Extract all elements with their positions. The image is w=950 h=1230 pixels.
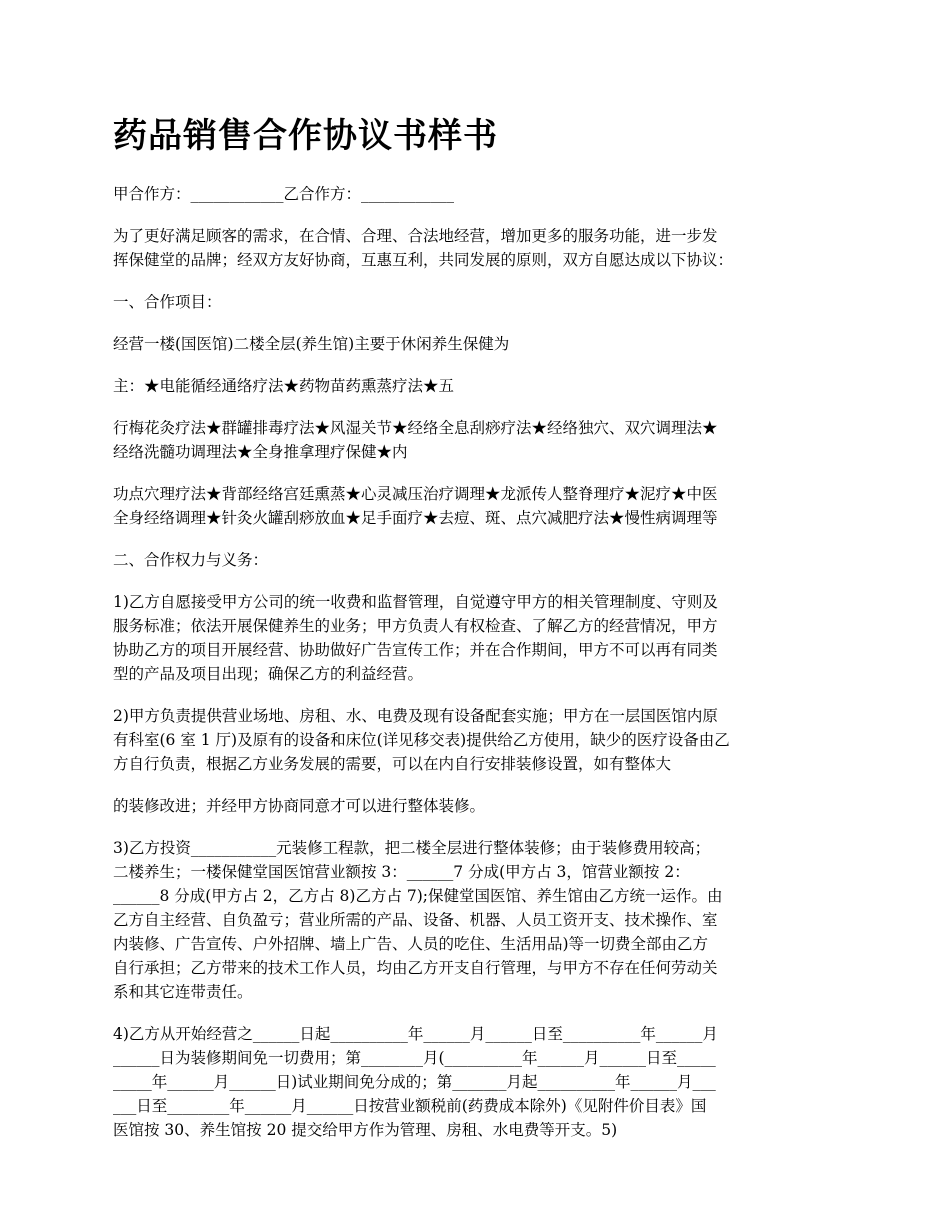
paragraph bbox=[113, 374, 838, 398]
text-line: ______8 分成(甲方占 2，乙方占 8)乙方占 7);保健堂国医馆、养生馆由乙方统一运作。由 bbox=[113, 887, 723, 905]
text-line: 主：★电能循经通络疗法★药物苗药熏蒸疗法★五 bbox=[113, 377, 455, 395]
paragraph bbox=[113, 332, 838, 356]
text-line: 甲合作方：____________乙合作方：____________ bbox=[113, 185, 455, 203]
text-line: 乙方自主经营、自负盈亏；营业所需的产品、设备、机器、人员工资开支、技术操作、室 bbox=[113, 911, 718, 929]
paragraph bbox=[113, 590, 838, 686]
paragraph bbox=[113, 182, 838, 206]
text-line: 协助乙方的项目开展经营、协助做好广告宣传工作；并在合作期间，甲方不可以再有同类 bbox=[113, 641, 718, 659]
text-line: 系和其它连带责任。 bbox=[113, 983, 253, 1001]
paragraph bbox=[113, 290, 838, 314]
paragraph bbox=[113, 794, 838, 818]
text-line: 型的产品及项目出现；确保乙方的利益经营。 bbox=[113, 665, 424, 683]
text-line: 的装修改进；并经甲方协商同意才可以进行整体装修。 bbox=[113, 797, 486, 815]
text-line: 3)乙方投资___________元装修工程款，把二楼全层进行整体装修；由于装修费用较高； bbox=[113, 839, 711, 857]
text-line: 4)乙方从开始经营之______日起__________年______月______日至__________年______月 bbox=[113, 1025, 718, 1043]
text-line: 行梅花灸疗法★群罐排毒疗法★风湿关节★经络全息刮痧疗法★经络独穴、双穴调理法★ bbox=[113, 419, 718, 437]
text-line: 功点穴理疗法★背部经络宫廷熏蒸★心灵减压治疗调理★龙派传人整脊理疗★泥疗★中医 bbox=[113, 485, 718, 503]
document-body bbox=[113, 182, 838, 1142]
text-line: 医馆按 30、养生馆按 20 提交给甲方作为管理、房租、水电费等开支。5) bbox=[113, 1121, 618, 1139]
text-line: 内装修、广告宣传、户外招牌、墙上广告、人员的吃住、生活用品)等一切费全部由乙方 bbox=[113, 935, 709, 953]
paragraph bbox=[113, 224, 838, 272]
text-line: 挥保健堂的品牌；经双方友好协商，互惠互利，共同发展的原则，双方自愿达成以下协议： bbox=[113, 251, 734, 269]
text-line: 方自行负责，根据乙方业务发展的需要，可以在内自行安排装修设置，如有整体大 bbox=[113, 755, 672, 773]
text-line: 为了更好满足顾客的需求，在合情、合理、合法地经营，增加更多的服务功能，进一步发 bbox=[113, 227, 718, 245]
text-line: 经络洗髓功调理法★全身推拿理疗保健★内 bbox=[113, 443, 408, 461]
paragraph bbox=[113, 1022, 838, 1142]
paragraph bbox=[113, 548, 838, 572]
text-line: 服务标准；依法开展保健养生的业务；甲方负责人有权检查、了解乙方的经营情况，甲方 bbox=[113, 617, 718, 635]
text-line: 1)乙方自愿接受甲方公司的统一收费和监督管理，自觉遵守甲方的相关管理制度、守则及 bbox=[113, 593, 718, 611]
text-line: 自行承担；乙方带来的技术工作人员，均由乙方开支自行管理，与甲方不存在任何劳动关 bbox=[113, 959, 718, 977]
paragraph bbox=[113, 704, 838, 776]
text-line: 全身经络调理★针灸火罐刮痧放血★足手面疗★去痘、斑、点穴减肥疗法★慢性病调理等 bbox=[113, 509, 718, 527]
text-line: ______日为装修期间免一切费用；第________月(__________年______月______日至_____ bbox=[113, 1049, 716, 1067]
document-title: 药品销售合作协议书样书 bbox=[113, 116, 498, 156]
document-page bbox=[113, 112, 838, 1160]
text-line: 二、合作权力与义务： bbox=[113, 551, 269, 569]
text-line: ___日至________年______月______日按营业额税前(药费成本除外)《见附件价目表》国 bbox=[113, 1097, 707, 1115]
text-line: 2)甲方负责提供营业场地、房租、水、电费及现有设备配套实施；甲方在一层国医馆内原 bbox=[113, 707, 718, 725]
text-line: 经营一楼(国医馆)二楼全层(养生馆)主要于休闲养生保健为 bbox=[113, 335, 510, 353]
text-line: _____年______月______日)试业期间免分成的；第_______月起__________年______月___ bbox=[113, 1073, 716, 1091]
text-line: 有科室(6 室 1 厅)及原有的设备和床位(详见移交表)提供给乙方使用，缺少的医疗设备由乙 bbox=[113, 731, 730, 749]
paragraph bbox=[113, 836, 838, 1004]
text-line: 二楼养生；一楼保健堂国医馆营业额按 3：______7 分成(甲方占 3，馆营业额按 2： bbox=[113, 863, 690, 881]
text-line: 一、合作项目： bbox=[113, 293, 222, 311]
paragraph bbox=[113, 416, 838, 464]
paragraph bbox=[113, 482, 838, 530]
